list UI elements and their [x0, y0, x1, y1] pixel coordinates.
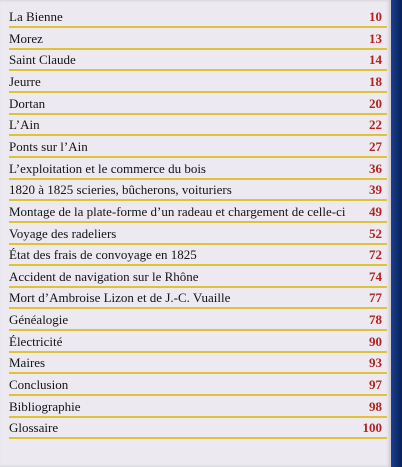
toc-entry-page-number: 98 [369, 398, 382, 414]
toc-entry [9, 114, 387, 136]
toc-entry-title: Électricité [9, 333, 63, 349]
toc-entry-page-number: 27 [369, 138, 382, 154]
toc-entry-page-number: 97 [369, 377, 382, 393]
toc-entry-page-number: 52 [369, 225, 382, 241]
toc-entry-page-number: 72 [369, 247, 382, 263]
toc-entry [9, 93, 387, 115]
toc-entry-title: Saint Claude [9, 52, 76, 68]
toc-entry [9, 6, 387, 28]
toc-entry-page-number: 18 [369, 73, 382, 89]
toc-entry-title: Bibliographie [9, 398, 81, 414]
toc-entry [9, 49, 387, 71]
toc-entry [9, 201, 387, 223]
toc-entry-title: Voyage des radeliers [9, 225, 117, 241]
toc-entry [9, 266, 387, 288]
toc-entry-title: Dortan [9, 95, 46, 111]
toc-entry-title: L’exploitation et le commerce du bois [9, 160, 206, 176]
toc-entry-title: Mort d’Ambroise Lizon et de J.-C. Vuaille [9, 290, 231, 306]
toc-entry-title: L’Ain [9, 117, 40, 133]
toc-entry [9, 179, 387, 201]
toc-entry-title: Conclusion [9, 377, 69, 393]
toc-entry [9, 374, 387, 396]
toc-entry [9, 223, 387, 245]
toc-entry-page-number: 36 [369, 160, 382, 176]
toc-entry [9, 158, 387, 180]
toc-entry-page-number: 90 [369, 333, 382, 349]
toc-entry-page-number: 10 [369, 9, 382, 24]
toc-entry-title: Accident de navigation sur le Rhône [9, 268, 199, 284]
toc-entry-title: Maires [9, 355, 46, 371]
toc-entry-title: Montage de la plate-forme d’un radeau et chargement de celle-ci [9, 203, 346, 219]
toc-entry [9, 136, 387, 158]
toc-entry-underline [9, 437, 387, 439]
toc-entry-title: Généalogie [9, 312, 69, 328]
toc-entry-page-number: 49 [369, 203, 382, 219]
toc-entry [9, 287, 387, 309]
toc-entry-title: État des frais de convoyage en 1825 [9, 247, 197, 263]
toc-entry-page-number: 20 [369, 95, 382, 111]
toc-entry-page-number: 100 [362, 420, 382, 436]
toc-entry-title: Jeurre [9, 73, 41, 89]
toc-entry-title: 1820 à 1825 scieries, bûcherons, voituriers [9, 182, 232, 198]
toc-entry-title: Ponts sur l’Ain [9, 138, 88, 154]
toc-entry-title: Morez [9, 30, 43, 46]
toc-entry [9, 396, 387, 418]
toc-entry [9, 352, 387, 374]
toc-entry-page-number: 93 [369, 355, 382, 371]
toc-entry [9, 71, 387, 93]
toc-entry [9, 331, 387, 353]
toc-entry-title: Glossaire [9, 420, 59, 436]
toc-entry [9, 28, 387, 50]
book-edge [391, 0, 402, 467]
toc-entry-page-number: 13 [369, 30, 382, 46]
toc-entry-page-number: 77 [369, 290, 382, 306]
toc-entry [9, 309, 387, 331]
toc-entry-page-number: 74 [369, 268, 382, 284]
toc-entry [9, 417, 387, 439]
toc-entry-title: La Bienne [9, 9, 63, 24]
toc-entry-page-number: 78 [369, 312, 382, 328]
toc-entry-page-number: 22 [369, 117, 382, 133]
toc-entry [9, 244, 387, 266]
toc-entry-page-number: 14 [369, 52, 382, 68]
toc-entry-page-number: 39 [369, 182, 382, 198]
